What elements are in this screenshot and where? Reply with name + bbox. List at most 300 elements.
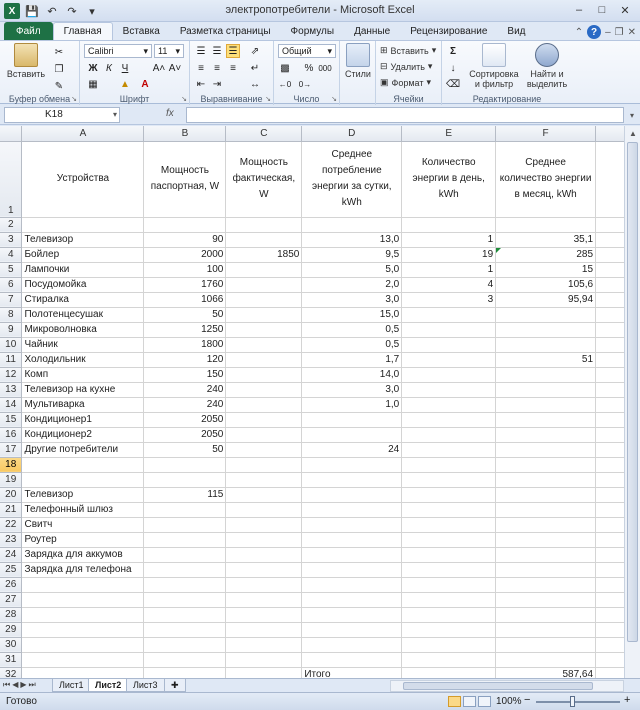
cell[interactable]	[402, 622, 496, 637]
underline-button[interactable]: Ч	[121, 62, 129, 74]
cell[interactable]: 51	[496, 352, 596, 367]
cell[interactable]	[22, 217, 144, 232]
cell[interactable]: 120	[144, 352, 226, 367]
cell-header-daily-consumption[interactable]: Среднее потребление энергии за сутки, kWh	[302, 141, 402, 217]
cell[interactable]: Зарядка для аккумов	[22, 547, 144, 562]
cell[interactable]	[144, 637, 226, 652]
cell[interactable]	[496, 517, 596, 532]
thousands-separator-button[interactable]: 000	[318, 63, 332, 73]
cell[interactable]	[496, 472, 596, 487]
cell[interactable]	[226, 532, 302, 547]
row-header[interactable]: 5	[0, 262, 22, 277]
grow-font-icon[interactable]: A˄	[152, 62, 166, 74]
cell[interactable]: 0,5	[302, 322, 402, 337]
cell[interactable]: Телевизор	[22, 232, 144, 247]
cell[interactable]: Микроволновка	[22, 322, 144, 337]
row-header[interactable]: 24	[0, 547, 22, 562]
cell[interactable]	[402, 217, 496, 232]
decrease-indent-icon[interactable]: ⇤	[196, 78, 206, 90]
cell[interactable]: 2,0	[302, 277, 402, 292]
cell[interactable]	[302, 547, 402, 562]
cell[interactable]	[496, 652, 596, 667]
row-header[interactable]: 28	[0, 607, 22, 622]
row-header[interactable]: 10	[0, 337, 22, 352]
cell-header-devices[interactable]: Устройства	[22, 141, 144, 217]
cell[interactable]	[496, 562, 596, 577]
increase-decimal-icon[interactable]: ←0	[278, 79, 292, 89]
cell[interactable]	[226, 637, 302, 652]
column-header[interactable]: C	[226, 126, 302, 141]
cell[interactable]	[402, 517, 496, 532]
align-right-icon[interactable]: ≡	[230, 62, 236, 74]
cell[interactable]	[402, 547, 496, 562]
alignment-launcher-icon[interactable]: ↘	[265, 96, 271, 103]
cell[interactable]	[226, 607, 302, 622]
cell[interactable]	[496, 412, 596, 427]
paste-button[interactable]: Вставить	[6, 43, 46, 79]
cell[interactable]	[496, 382, 596, 397]
cell[interactable]	[22, 652, 144, 667]
sheet-tab-3[interactable]: Лист3	[126, 679, 165, 692]
font-size-select[interactable]: 11 ▾	[154, 44, 184, 58]
cell[interactable]	[226, 307, 302, 322]
cell[interactable]	[144, 532, 226, 547]
fill-icon[interactable]: ↓	[450, 62, 456, 74]
column-header[interactable]: A	[22, 126, 144, 141]
cell[interactable]	[226, 382, 302, 397]
save-icon[interactable]: 💾	[25, 5, 39, 18]
cell[interactable]	[402, 532, 496, 547]
row-header[interactable]: 14	[0, 397, 22, 412]
copy-icon[interactable]: ❐	[54, 63, 64, 75]
cell[interactable]	[226, 502, 302, 517]
cell[interactable]	[226, 352, 302, 367]
cell[interactable]	[226, 562, 302, 577]
cell[interactable]	[302, 577, 402, 592]
cell[interactable]: Зарядка для телефона	[22, 562, 144, 577]
cell[interactable]: 5,0	[302, 262, 402, 277]
row-header[interactable]: 2	[0, 217, 22, 232]
cell[interactable]	[144, 517, 226, 532]
cell-header-energy-per-month[interactable]: Среднее количество энергии в месяц, kWh	[496, 141, 596, 217]
cell[interactable]	[496, 637, 596, 652]
cell[interactable]	[302, 637, 402, 652]
close-button[interactable]: ✕	[620, 4, 630, 17]
cell[interactable]: Бойлер	[22, 247, 144, 262]
cell[interactable]	[496, 487, 596, 502]
tab-file[interactable]: Файл	[4, 22, 53, 40]
cell[interactable]: Посудомойка	[22, 277, 144, 292]
cut-icon[interactable]: ✂	[54, 46, 64, 58]
cell[interactable]: Роутер	[22, 532, 144, 547]
last-sheet-icon[interactable]: ⏭	[28, 680, 36, 689]
row-header[interactable]: 13	[0, 382, 22, 397]
cell[interactable]	[496, 622, 596, 637]
cell[interactable]	[226, 322, 302, 337]
cell[interactable]: Телефонный шлюз	[22, 502, 144, 517]
row-header[interactable]: 16	[0, 427, 22, 442]
row-header[interactable]: 32	[0, 667, 22, 678]
italic-button[interactable]: К	[106, 62, 112, 74]
horizontal-scroll-thumb[interactable]	[403, 682, 593, 690]
cell[interactable]: 24	[302, 442, 402, 457]
vertical-scroll-thumb[interactable]	[627, 142, 638, 642]
borders-icon[interactable]: ▦	[88, 78, 98, 90]
cell[interactable]: 95,94	[496, 292, 596, 307]
cell[interactable]	[22, 577, 144, 592]
insert-cells-button[interactable]: ⊞ Вставить ▾	[380, 45, 437, 56]
row-header[interactable]: 22	[0, 517, 22, 532]
tab-insert[interactable]: Вставка	[122, 25, 160, 37]
cell[interactable]	[144, 217, 226, 232]
cell[interactable]: 100	[144, 262, 226, 277]
cell[interactable]: Кондиционер2	[22, 427, 144, 442]
customize-toolbar-icon[interactable]: ▾	[89, 5, 95, 18]
row-header[interactable]: 6	[0, 277, 22, 292]
autosum-button[interactable]: Σ	[449, 45, 456, 57]
vertical-scrollbar[interactable]	[624, 126, 640, 678]
cell[interactable]	[496, 367, 596, 382]
cell[interactable]	[402, 352, 496, 367]
delete-cells-button[interactable]: ⊟ Удалить ▾	[380, 61, 433, 72]
cell[interactable]	[22, 457, 144, 472]
cell[interactable]	[402, 367, 496, 382]
cell[interactable]	[496, 442, 596, 457]
orientation-icon[interactable]: ⇗	[250, 45, 260, 57]
cell[interactable]	[226, 217, 302, 232]
row-header[interactable]: 4	[0, 247, 22, 262]
row-header[interactable]: 1	[0, 141, 22, 217]
cell[interactable]	[302, 217, 402, 232]
cell[interactable]	[302, 487, 402, 502]
cell[interactable]: 50	[144, 307, 226, 322]
cell[interactable]: 9,5	[302, 247, 402, 262]
number-format-select[interactable]: Общий ▾	[278, 44, 336, 58]
row-header[interactable]: 30	[0, 637, 22, 652]
workbook-close-icon[interactable]: ✕	[627, 26, 636, 38]
font-launcher-icon[interactable]: ↘	[181, 96, 187, 103]
sheet-tab-1[interactable]: Лист1	[52, 679, 91, 692]
cell[interactable]: Полотенцесушак	[22, 307, 144, 322]
cell[interactable]: Лампочки	[22, 262, 144, 277]
cell[interactable]	[402, 577, 496, 592]
redo-icon[interactable]: ↷	[67, 5, 77, 18]
cell[interactable]	[226, 337, 302, 352]
row-header[interactable]: 21	[0, 502, 22, 517]
scroll-up-icon[interactable]: ▲	[629, 128, 637, 138]
cell[interactable]: 2000	[144, 247, 226, 262]
collapse-ribbon-icon[interactable]: ⌃	[574, 26, 584, 38]
cell[interactable]	[402, 637, 496, 652]
cell[interactable]	[302, 607, 402, 622]
column-header[interactable]: E	[402, 126, 496, 141]
cell[interactable]: 1760	[144, 277, 226, 292]
cell[interactable]	[402, 562, 496, 577]
formula-input[interactable]	[186, 107, 624, 123]
cell[interactable]	[144, 472, 226, 487]
percent-format-button[interactable]: %	[304, 62, 314, 74]
tab-formulas[interactable]: Формулы	[290, 25, 335, 37]
cell[interactable]: 1850	[226, 247, 302, 262]
merge-center-icon[interactable]: ↔	[250, 78, 260, 90]
cell[interactable]	[402, 652, 496, 667]
cell[interactable]	[402, 472, 496, 487]
cell[interactable]	[496, 502, 596, 517]
tab-data[interactable]: Данные	[354, 25, 391, 37]
cell[interactable]: 285	[496, 247, 596, 262]
row-header[interactable]: 23	[0, 532, 22, 547]
cell[interactable]	[402, 307, 496, 322]
cell[interactable]	[22, 607, 144, 622]
row-header[interactable]: 9	[0, 322, 22, 337]
cell[interactable]: 14,0	[302, 367, 402, 382]
cell[interactable]	[226, 277, 302, 292]
cell[interactable]: 35,1	[496, 232, 596, 247]
cells-table[interactable]	[0, 126, 640, 678]
cell[interactable]	[496, 307, 596, 322]
row-header[interactable]: 15	[0, 412, 22, 427]
cell[interactable]: 3,0	[302, 292, 402, 307]
column-header[interactable]: B	[144, 126, 226, 141]
cell[interactable]: 19	[402, 247, 496, 262]
row-header[interactable]: 18	[0, 457, 22, 472]
cell[interactable]	[402, 502, 496, 517]
cell[interactable]	[302, 652, 402, 667]
cell[interactable]	[144, 607, 226, 622]
cell[interactable]	[302, 622, 402, 637]
cell[interactable]	[496, 457, 596, 472]
row-header[interactable]: 12	[0, 367, 22, 382]
cell[interactable]	[144, 592, 226, 607]
zoom-slider-thumb[interactable]	[570, 696, 575, 707]
shrink-font-icon[interactable]: A˅	[168, 62, 182, 74]
cell[interactable]	[226, 262, 302, 277]
cell[interactable]	[22, 472, 144, 487]
number-launcher-icon[interactable]: ↘	[331, 96, 337, 103]
cell[interactable]	[226, 442, 302, 457]
align-bottom-icon[interactable]: ☰	[226, 44, 240, 58]
cell[interactable]	[226, 517, 302, 532]
sort-filter-button[interactable]: Сортировка и фильтр	[468, 43, 520, 89]
cell[interactable]: 13,0	[302, 232, 402, 247]
cell[interactable]	[496, 547, 596, 562]
zoom-level[interactable]: 100%	[496, 696, 522, 707]
clear-icon[interactable]: ⌫	[445, 78, 461, 90]
cell[interactable]	[402, 322, 496, 337]
font-color-icon[interactable]: A	[141, 78, 149, 90]
currency-format-icon[interactable]: ▩	[280, 62, 290, 74]
cell[interactable]	[496, 427, 596, 442]
row-header[interactable]: 27	[0, 592, 22, 607]
cell[interactable]	[402, 592, 496, 607]
increase-indent-icon[interactable]: ⇥	[212, 78, 222, 90]
cell[interactable]	[144, 622, 226, 637]
cell[interactable]	[402, 607, 496, 622]
row-header[interactable]: 11	[0, 352, 22, 367]
cell[interactable]: Холодильник	[22, 352, 144, 367]
column-header[interactable]: D	[302, 126, 402, 141]
cell[interactable]	[402, 667, 496, 678]
cell[interactable]	[226, 487, 302, 502]
cell[interactable]	[226, 457, 302, 472]
cell[interactable]	[496, 217, 596, 232]
cell[interactable]	[302, 457, 402, 472]
cell[interactable]	[226, 652, 302, 667]
cell[interactable]: 1,7	[302, 352, 402, 367]
cell[interactable]	[402, 457, 496, 472]
cell[interactable]	[302, 427, 402, 442]
row-header[interactable]: 25	[0, 562, 22, 577]
cell[interactable]	[496, 322, 596, 337]
wrap-text-icon[interactable]: ↵	[250, 62, 260, 74]
bold-button[interactable]: Ж	[88, 62, 98, 74]
workbook-restore-icon[interactable]: ❐	[614, 26, 624, 38]
cell[interactable]	[302, 592, 402, 607]
cell[interactable]: Мультиварка	[22, 397, 144, 412]
cell[interactable]	[496, 337, 596, 352]
row-header[interactable]: 8	[0, 307, 22, 322]
clipboard-launcher-icon[interactable]: ↘	[71, 96, 77, 103]
tab-home[interactable]: Главная	[53, 22, 113, 40]
align-top-icon[interactable]: ☰	[196, 45, 206, 57]
cell[interactable]: 587,64	[496, 667, 596, 678]
tab-page-layout[interactable]: Разметка страницы	[179, 25, 271, 37]
cell[interactable]: Телевизор на кухне	[22, 382, 144, 397]
cell[interactable]	[402, 442, 496, 457]
tab-view[interactable]: Вид	[507, 25, 526, 37]
prev-sheet-icon[interactable]: ◀	[12, 680, 19, 689]
row-header[interactable]: 26	[0, 577, 22, 592]
cell[interactable]	[22, 637, 144, 652]
row-header[interactable]: 31	[0, 652, 22, 667]
cell[interactable]: Телевизор	[22, 487, 144, 502]
cell[interactable]: 0,5	[302, 337, 402, 352]
cell[interactable]: 1,0	[302, 397, 402, 412]
cell[interactable]	[22, 667, 144, 678]
worksheet-grid[interactable]	[0, 126, 640, 678]
sheet-tab-2[interactable]: Лист2	[88, 679, 128, 692]
format-cells-button[interactable]: ▣ Формат ▾	[380, 77, 432, 88]
cell[interactable]: 4	[402, 277, 496, 292]
cell[interactable]: Комп	[22, 367, 144, 382]
cell[interactable]	[302, 502, 402, 517]
cell[interactable]	[144, 502, 226, 517]
row-header[interactable]: 20	[0, 487, 22, 502]
page-break-view-icon[interactable]	[478, 696, 491, 707]
next-sheet-icon[interactable]: ▶	[20, 680, 27, 689]
zoom-slider[interactable]	[536, 701, 620, 703]
cell[interactable]: 2050	[144, 412, 226, 427]
cell[interactable]	[226, 622, 302, 637]
horizontal-scrollbar[interactable]	[390, 680, 624, 692]
new-sheet-icon[interactable]: ✚	[164, 679, 186, 692]
cell[interactable]: 1250	[144, 322, 226, 337]
cell[interactable]	[226, 472, 302, 487]
fill-color-icon[interactable]: ▲	[120, 78, 130, 90]
select-all-corner[interactable]	[0, 126, 22, 141]
align-middle-icon[interactable]: ☰	[212, 45, 222, 57]
cell[interactable]: 150	[144, 367, 226, 382]
cell[interactable]: 3,0	[302, 382, 402, 397]
cell[interactable]: 1	[402, 262, 496, 277]
cell[interactable]	[144, 667, 226, 678]
cell[interactable]	[496, 532, 596, 547]
cell[interactable]	[22, 622, 144, 637]
cell[interactable]	[226, 427, 302, 442]
cell[interactable]	[302, 412, 402, 427]
minimize-button[interactable]: –	[575, 4, 583, 16]
cell[interactable]: 1066	[144, 292, 226, 307]
cell[interactable]	[496, 607, 596, 622]
excel-logo-icon[interactable]: X	[4, 3, 20, 19]
insert-function-button[interactable]: fx	[166, 108, 174, 119]
cell-header-rated-power[interactable]: Мощность паспортная, W	[144, 141, 226, 217]
cell[interactable]	[402, 412, 496, 427]
cell[interactable]: 50	[144, 442, 226, 457]
cell[interactable]	[226, 667, 302, 678]
workbook-minimize-icon[interactable]: –	[605, 26, 611, 38]
row-header[interactable]: 19	[0, 472, 22, 487]
cell[interactable]	[402, 337, 496, 352]
tab-review[interactable]: Рецензирование	[410, 25, 488, 37]
align-left-icon[interactable]: ≡	[198, 62, 204, 74]
cell[interactable]	[402, 427, 496, 442]
cell[interactable]: Другие потребители	[22, 442, 144, 457]
cell[interactable]	[226, 232, 302, 247]
cell[interactable]	[226, 397, 302, 412]
row-header[interactable]: 7	[0, 292, 22, 307]
cell[interactable]	[226, 577, 302, 592]
cell[interactable]	[144, 547, 226, 562]
cell[interactable]	[22, 592, 144, 607]
cell[interactable]: 90	[144, 232, 226, 247]
styles-button[interactable]: Стили	[342, 43, 374, 79]
normal-view-icon[interactable]	[448, 696, 461, 707]
row-header[interactable]: 17	[0, 442, 22, 457]
cell[interactable]	[402, 397, 496, 412]
cell[interactable]	[496, 397, 596, 412]
cell[interactable]: 15,0	[302, 307, 402, 322]
first-sheet-icon[interactable]: ⏮	[3, 680, 11, 689]
font-family-select[interactable]: Calibri ▾	[84, 44, 152, 58]
cell[interactable]: 1800	[144, 337, 226, 352]
cell[interactable]	[402, 487, 496, 502]
cell[interactable]: Итого	[302, 667, 402, 678]
cell[interactable]	[144, 562, 226, 577]
cell[interactable]: 240	[144, 397, 226, 412]
cell[interactable]	[496, 592, 596, 607]
maximize-button[interactable]: □	[598, 4, 606, 16]
zoom-out-icon[interactable]: −	[524, 694, 531, 706]
undo-icon[interactable]: ↶	[47, 5, 57, 18]
cell[interactable]	[226, 412, 302, 427]
cell-header-actual-power[interactable]: Мощность фактическая, W	[226, 141, 302, 217]
cell[interactable]	[496, 577, 596, 592]
expand-formula-bar-icon[interactable]: ▾	[629, 110, 634, 120]
cell[interactable]	[226, 367, 302, 382]
cell[interactable]	[302, 472, 402, 487]
cell[interactable]	[144, 652, 226, 667]
cell[interactable]: 2050	[144, 427, 226, 442]
row-header[interactable]: 29	[0, 622, 22, 637]
cell[interactable]	[226, 547, 302, 562]
cell[interactable]: Свитч	[22, 517, 144, 532]
cell[interactable]: 1	[402, 232, 496, 247]
cell[interactable]	[302, 562, 402, 577]
row-header[interactable]: 3	[0, 232, 22, 247]
align-center-icon[interactable]: ≡	[214, 62, 220, 74]
zoom-in-icon[interactable]: +	[624, 694, 631, 706]
